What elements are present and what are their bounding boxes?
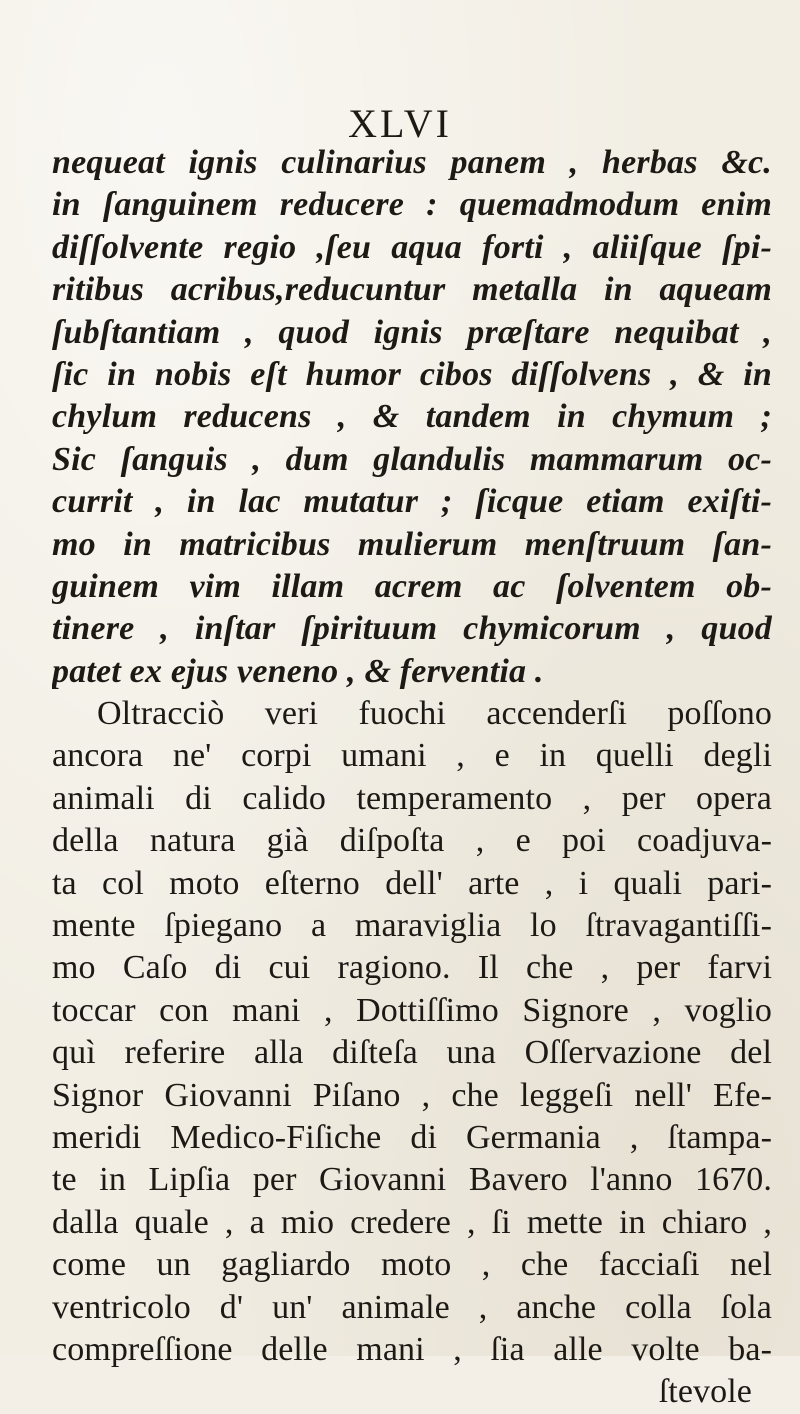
italian-line: quì referire alla diſteſa una Oſſervazione del (52, 1034, 772, 1072)
italian-line: ancora ne' corpi umani , e in quelli degli (52, 737, 772, 775)
italian-paragraph-start: Oltracciò veri fuochi accenderſi poſſono (97, 695, 772, 733)
latin-line: diſſolvente regio ,ſeu aqua forti , aliiſque ſpi- (52, 228, 772, 266)
italian-line: toccar con mani , Dottiſſimo Signore , voglio (52, 991, 772, 1029)
italian-line: meridi Medico-Fiſiche di Germania , ſtampa- (52, 1118, 772, 1156)
latin-line: currit , in lac mutatur ; ſicque etiam exiſti- (52, 483, 772, 521)
latin-line: tinere , inſtar ſpirituum chymicorum , quod (52, 610, 772, 648)
italian-line: mente ſpiegano a maraviglia lo ſtravagantiſſi- (52, 907, 772, 945)
italian-line: come un gagliardo moto , che facciaſi nel (52, 1246, 772, 1284)
italian-line: mo Caſo di cui ragiono. Il che , per farvi (52, 949, 772, 987)
italian-line: della natura già diſpoſta , e poi coadjuva- (52, 822, 772, 860)
italian-line: dalla quale , a mio credere , ſi mette in chiaro , (52, 1203, 772, 1241)
latin-line: ſubſtantiam , quod ignis præſtare nequibat , (52, 313, 772, 351)
latin-line: in ſanguinem reducere : quemadmodum enim (52, 186, 772, 224)
italian-line: ta col moto eſterno dell' arte , i quali pari- (52, 864, 772, 902)
catchword: ſtevole (658, 1373, 752, 1411)
latin-line: ſic in nobis eſt humor cibos diſſolvens , & in (52, 355, 772, 393)
italian-line: te in Lipſia per Giovanni Bavero l'anno 1670. (52, 1161, 772, 1199)
italian-line: Signor Giovanni Piſano , che leggeſi nell' Efe- (52, 1076, 772, 1114)
latin-line: ritibus acribus,reducuntur metalla in aqueam (52, 271, 772, 309)
latin-line: mo in matricibus mulierum menſtruum ſan- (52, 525, 772, 563)
body-text (52, 142, 772, 1414)
page-number-header: XLVI (348, 101, 452, 146)
latin-line: Sic ſanguis , dum glandulis mammarum oc- (52, 440, 772, 478)
latin-line: guinem vim illam acrem ac ſolventem ob- (52, 567, 772, 605)
italian-line: ventricolo d' un' animale , anche colla ſola (52, 1288, 772, 1326)
italian-line: compreſſione delle mani , ſia alle volte ba- (52, 1330, 772, 1368)
latin-line: nequeat ignis culinarius panem , herbas &c. (52, 144, 772, 181)
latin-line: chylum reducens , & tandem in chymum ; (52, 398, 772, 436)
italian-line: animali di calido temperamento , per opera (52, 779, 772, 817)
latin-line-last: patet ex ejus veneno , & ferventia . (52, 652, 544, 690)
